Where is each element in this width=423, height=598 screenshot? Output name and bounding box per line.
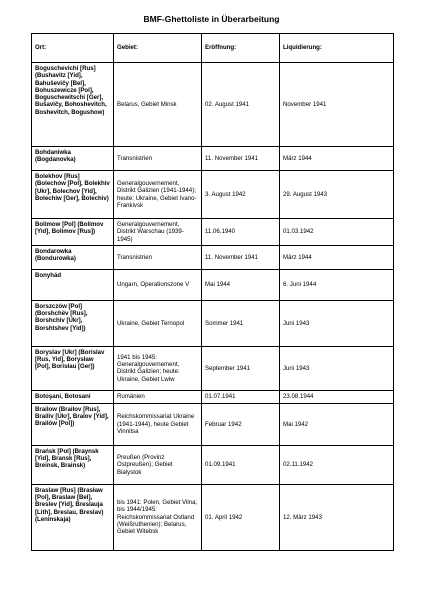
cell-gebiet: Belarus, Gebiet Minsk [114,63,202,147]
column-header-gebiet: Gebiet: [114,34,202,63]
cell-eroeffnung: Mai 1944 [202,269,280,300]
cell-eroeffnung: Sommer 1941 [202,300,280,346]
cell-liquidierung: Juni 1943 [280,300,394,346]
cell-gebiet: Transnistrien [114,245,202,269]
cell-liquidierung: 01.03.1942 [280,219,394,246]
cell-eroeffnung: 01.07.1941 [202,390,280,403]
table-row [32,63,394,147]
cell-gebiet: Preußen (Provinz Ostpreußen); Gebiet Bialystok [114,445,202,484]
table-row [32,171,394,219]
cell-liquidierung: 02.11.1942 [280,445,394,484]
cell-liquidierung: 29. August 1943 [280,171,394,219]
table-row [32,390,394,403]
cell-gebiet: Reichskommissariat Ukraine (1941-1944), heute Gebiet Vinnitsa [114,403,202,445]
cell-eroeffnung: 01.09.1941 [202,445,280,484]
cell-ort: Bondarowka (Bondurowka) [32,245,114,269]
table-row [32,147,394,171]
cell-ort: Bolekhov [Rus] (Bolechów [Pol], Bolekhiv [Ukr], Bolechov [Yid], Bolechiw [Ger], Bolechiv) [32,171,114,219]
table-row [32,346,394,390]
cell-gebiet: Generalgouvernement, Distrikt Galizien (1941-1944); heute: Ukraine, Gebiet Ivano-Frankivsk [114,171,202,219]
table-row [32,245,394,269]
cell-eroeffnung: 11.06.1940 [202,219,280,246]
table-row [32,219,394,246]
cell-ort: Braslaw [Rus] (Brasław [Pol], Braslaw [Bel], Breslev [Yid], Breslauja [Lith], Breslau, Breslav) (Leninskaja) [32,484,114,550]
column-header-ort: Ort: [32,34,114,63]
cell-ort: Bohdaniwka (Bogdanovka) [32,147,114,171]
table-row [32,300,394,346]
cell-ort: Botoşani, Botosani [32,390,114,403]
cell-ort: Bolimow [Pol] (Bolimov [Yid], Bolimov [Rus]) [32,219,114,246]
cell-eroeffnung: 3. August 1942 [202,171,280,219]
cell-gebiet: Rumänien [114,390,202,403]
cell-eroeffnung: 11. November 1941 [202,147,280,171]
cell-liquidierung: Mai 1942 [280,403,394,445]
cell-eroeffnung: 01. April 1942 [202,484,280,550]
cell-gebiet: Ukraine, Gebiet Ternopol [114,300,202,346]
cell-ort: Bonyhád [32,269,114,300]
cell-ort: Brańsk [Pol] (Braynsk [Yid], Bransk [Rus], Breinsk, Brainsk) [32,445,114,484]
cell-liquidierung: Juni 1943 [280,346,394,390]
cell-gebiet: Transnistrien [114,147,202,171]
cell-gebiet: Generalgouvernement, Distrikt Warschau (1939-1945) [114,219,202,246]
column-header-eroeffnung: Eröffnung: [202,34,280,63]
cell-liquidierung: 6. Juni 1944 [280,269,394,300]
cell-eroeffnung: 11. November 1941 [202,245,280,269]
table-header-row [32,34,394,63]
cell-eroeffnung: September 1941 [202,346,280,390]
cell-liquidierung: 12. März 1943 [280,484,394,550]
cell-liquidierung: März 1944 [280,245,394,269]
table-row [32,269,394,300]
cell-eroeffnung: Februar 1942 [202,403,280,445]
cell-ort: Boryslav [Ukr] (Borislav [Rus, Yid], Borysław [Pol], Borisłau [Ger]) [32,346,114,390]
cell-ort: Brailow (Brailov [Rus], Brailiv [Ukr], Bralov [Yid], Brailów [Pol]) [32,403,114,445]
column-header-liquidierung: Liquidierung: [280,34,394,63]
cell-liquidierung: März 1944 [280,147,394,171]
table-row [32,445,394,484]
cell-liquidierung: 23.08.1944 [280,390,394,403]
cell-gebiet: Ungarn, Operationszone V [114,269,202,300]
cell-ort: Borszczów [Pol] (Borshchëv [Rus], Borshchiv [Ukr], Borshtshev [Yid]) [32,300,114,346]
table-row [32,484,394,550]
cell-liquidierung: November 1941 [280,63,394,147]
page-title: BMF-Ghettoliste in Überarbeitung [143,14,280,24]
ghetto-table [31,33,394,551]
cell-eroeffnung: 02. August 1941 [202,63,280,147]
cell-ort: Boguschevichi [Rus] (Bushavitz [Yid], Bahuševičy [Bel], Bohuszewicze [Pol], Boguschewitschi [Ger], Bušavičy, Bohoshevitch, Boshevitch, Bogushow) [32,63,114,147]
cell-gebiet: 1941 bis 1945: Generalgouvernement, Distrikt Galizien; heute: Ukraine, Gebiet Lwiw [114,346,202,390]
table-row [32,403,394,445]
cell-gebiet: bis 1941: Polen, Gebiet Vilna; bis 1944/1945: Reichskommissariat Ostland (Weißruthenien); Belarus, Gebiet Witebsk [114,484,202,550]
